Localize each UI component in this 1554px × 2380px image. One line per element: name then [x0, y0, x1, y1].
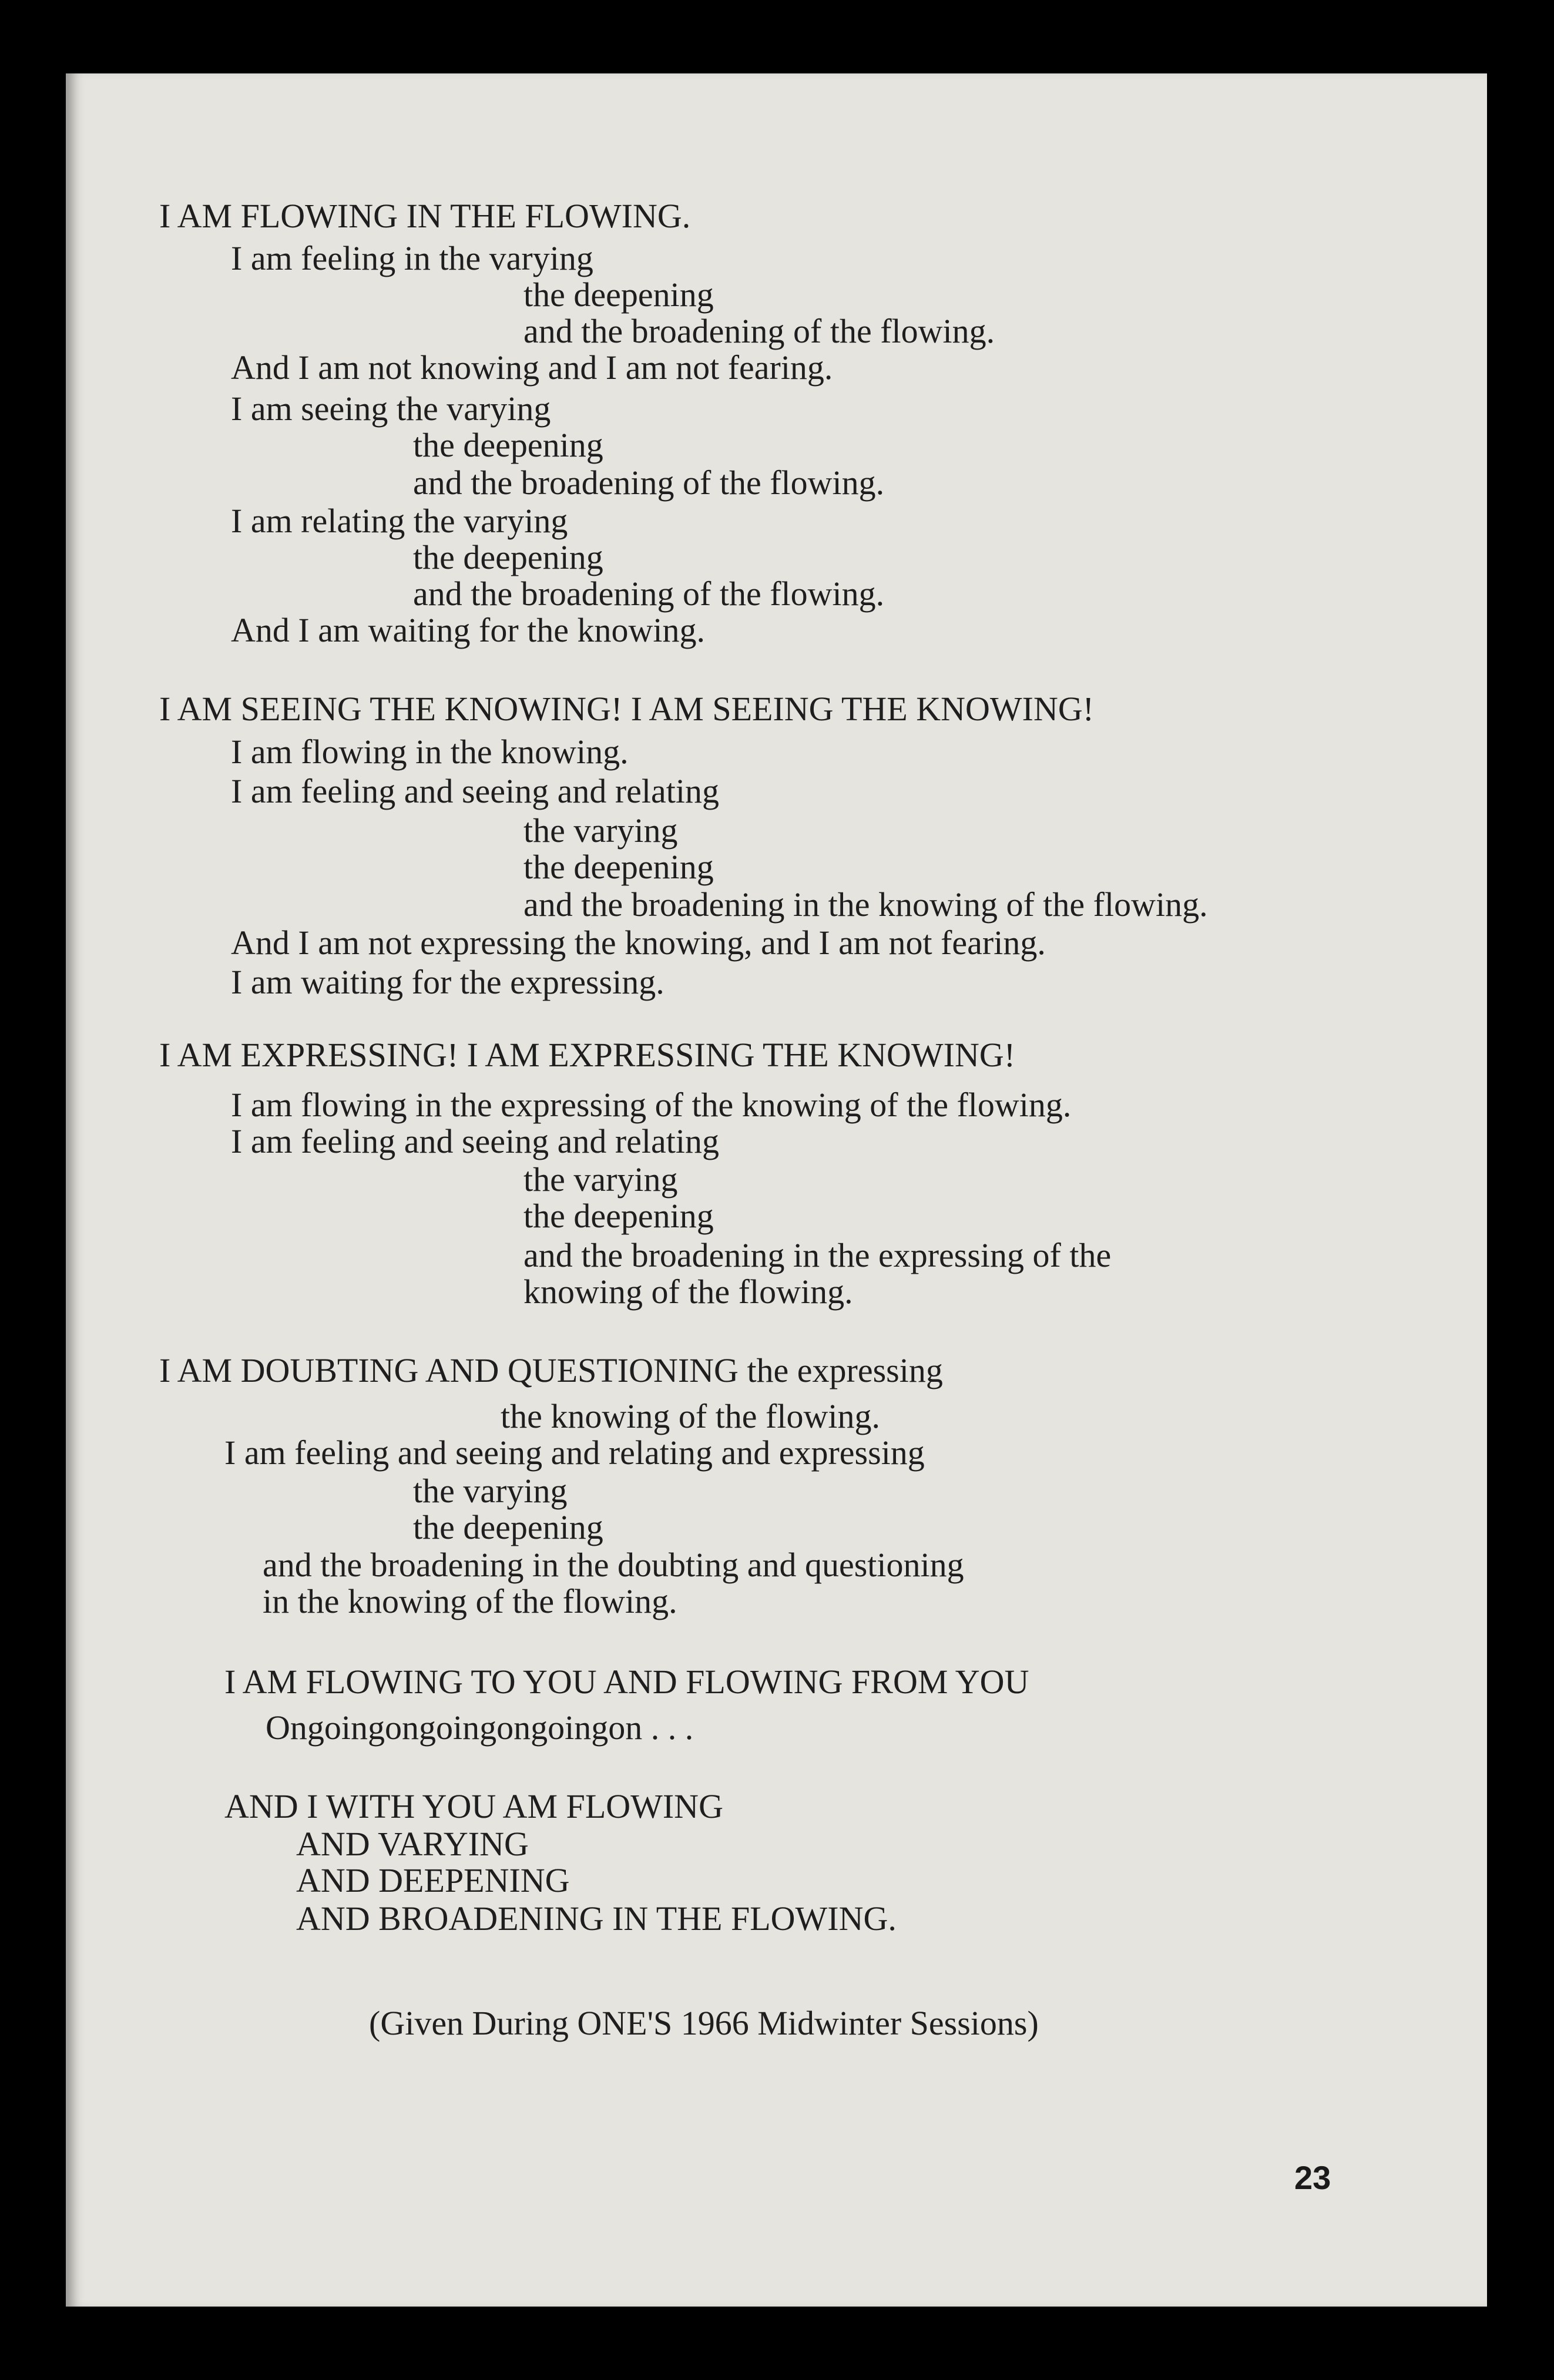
- poem-line: the deepening: [523, 1197, 714, 1235]
- poem-line: and the broadening in the doubting and questioning: [263, 1546, 964, 1584]
- book-page: [66, 73, 1487, 2307]
- poem-line: the deepening: [413, 1508, 603, 1546]
- poem-line: I am flowing in the knowing.: [231, 733, 629, 771]
- stanza-heading: AND I WITH YOU AM FLOWING: [224, 1787, 723, 1825]
- poem-line: And I am not knowing and I am not fearing.: [231, 348, 833, 387]
- poem-line: and the broadening in the knowing of the flowing.: [523, 885, 1208, 924]
- poem-line: in the knowing of the flowing.: [263, 1582, 677, 1620]
- poem-line: And I am waiting for the knowing.: [231, 611, 706, 649]
- stanza-heading: I AM FLOWING IN THE FLOWING.: [159, 197, 691, 235]
- poem-line: the varying: [523, 1160, 678, 1199]
- poem-line: the deepening: [523, 848, 714, 886]
- poem-line: and the broadening of the flowing.: [523, 312, 995, 350]
- poem-line: the deepening: [413, 538, 603, 576]
- stanza-heading: I AM DOUBTING AND QUESTIONING the expressing: [159, 1351, 943, 1389]
- poem-line: and the broadening in the expressing of the: [523, 1236, 1112, 1274]
- poem-line: Ongoingongoingongoingon . . .: [266, 1708, 694, 1747]
- poem-line: I am feeling and seeing and relating and expressing: [224, 1434, 925, 1472]
- poem-line: I am feeling and seeing and relating: [231, 772, 720, 810]
- poem-line: the knowing of the flowing.: [501, 1397, 880, 1435]
- poem-line: the varying: [413, 1472, 568, 1510]
- stanza-heading: I AM EXPRESSING! I AM EXPRESSING THE KNOWING!: [159, 1036, 1016, 1074]
- poem-caption: (Given During ONE'S 1966 Midwinter Sessions): [369, 2004, 1039, 2042]
- poem-line: I am waiting for the expressing.: [231, 963, 664, 1001]
- poem-line: AND DEEPENING: [296, 1861, 570, 1899]
- poem-line: and the broadening of the flowing.: [413, 575, 885, 613]
- poem-line: I am relating the varying: [231, 502, 568, 540]
- poem-line: And I am not expressing the knowing, and I am not fearing.: [231, 924, 1046, 962]
- poem-line: the deepening: [523, 276, 714, 314]
- poem-line: AND VARYING: [296, 1825, 529, 1863]
- page-number: 23: [1294, 2159, 1331, 2196]
- stanza-heading: I AM FLOWING TO YOU AND FLOWING FROM YOU: [224, 1663, 1029, 1701]
- poem-line: I am feeling and seeing and relating: [231, 1122, 720, 1160]
- poem-line: I am flowing in the expressing of the knowing of the flowing.: [231, 1086, 1072, 1124]
- poem-line: and the broadening of the flowing.: [413, 464, 885, 502]
- poem-line: I am feeling in the varying: [231, 239, 593, 277]
- poem-line: AND BROADENING IN THE FLOWING.: [296, 1899, 897, 1938]
- poem-line: I am seeing the varying: [231, 390, 551, 428]
- stanza-heading: I AM SEEING THE KNOWING! I AM SEEING THE KNOWING!: [159, 690, 1095, 728]
- poem-line: the varying: [523, 811, 678, 850]
- poem-line: knowing of the flowing.: [523, 1273, 853, 1311]
- poem-line: the deepening: [413, 426, 603, 464]
